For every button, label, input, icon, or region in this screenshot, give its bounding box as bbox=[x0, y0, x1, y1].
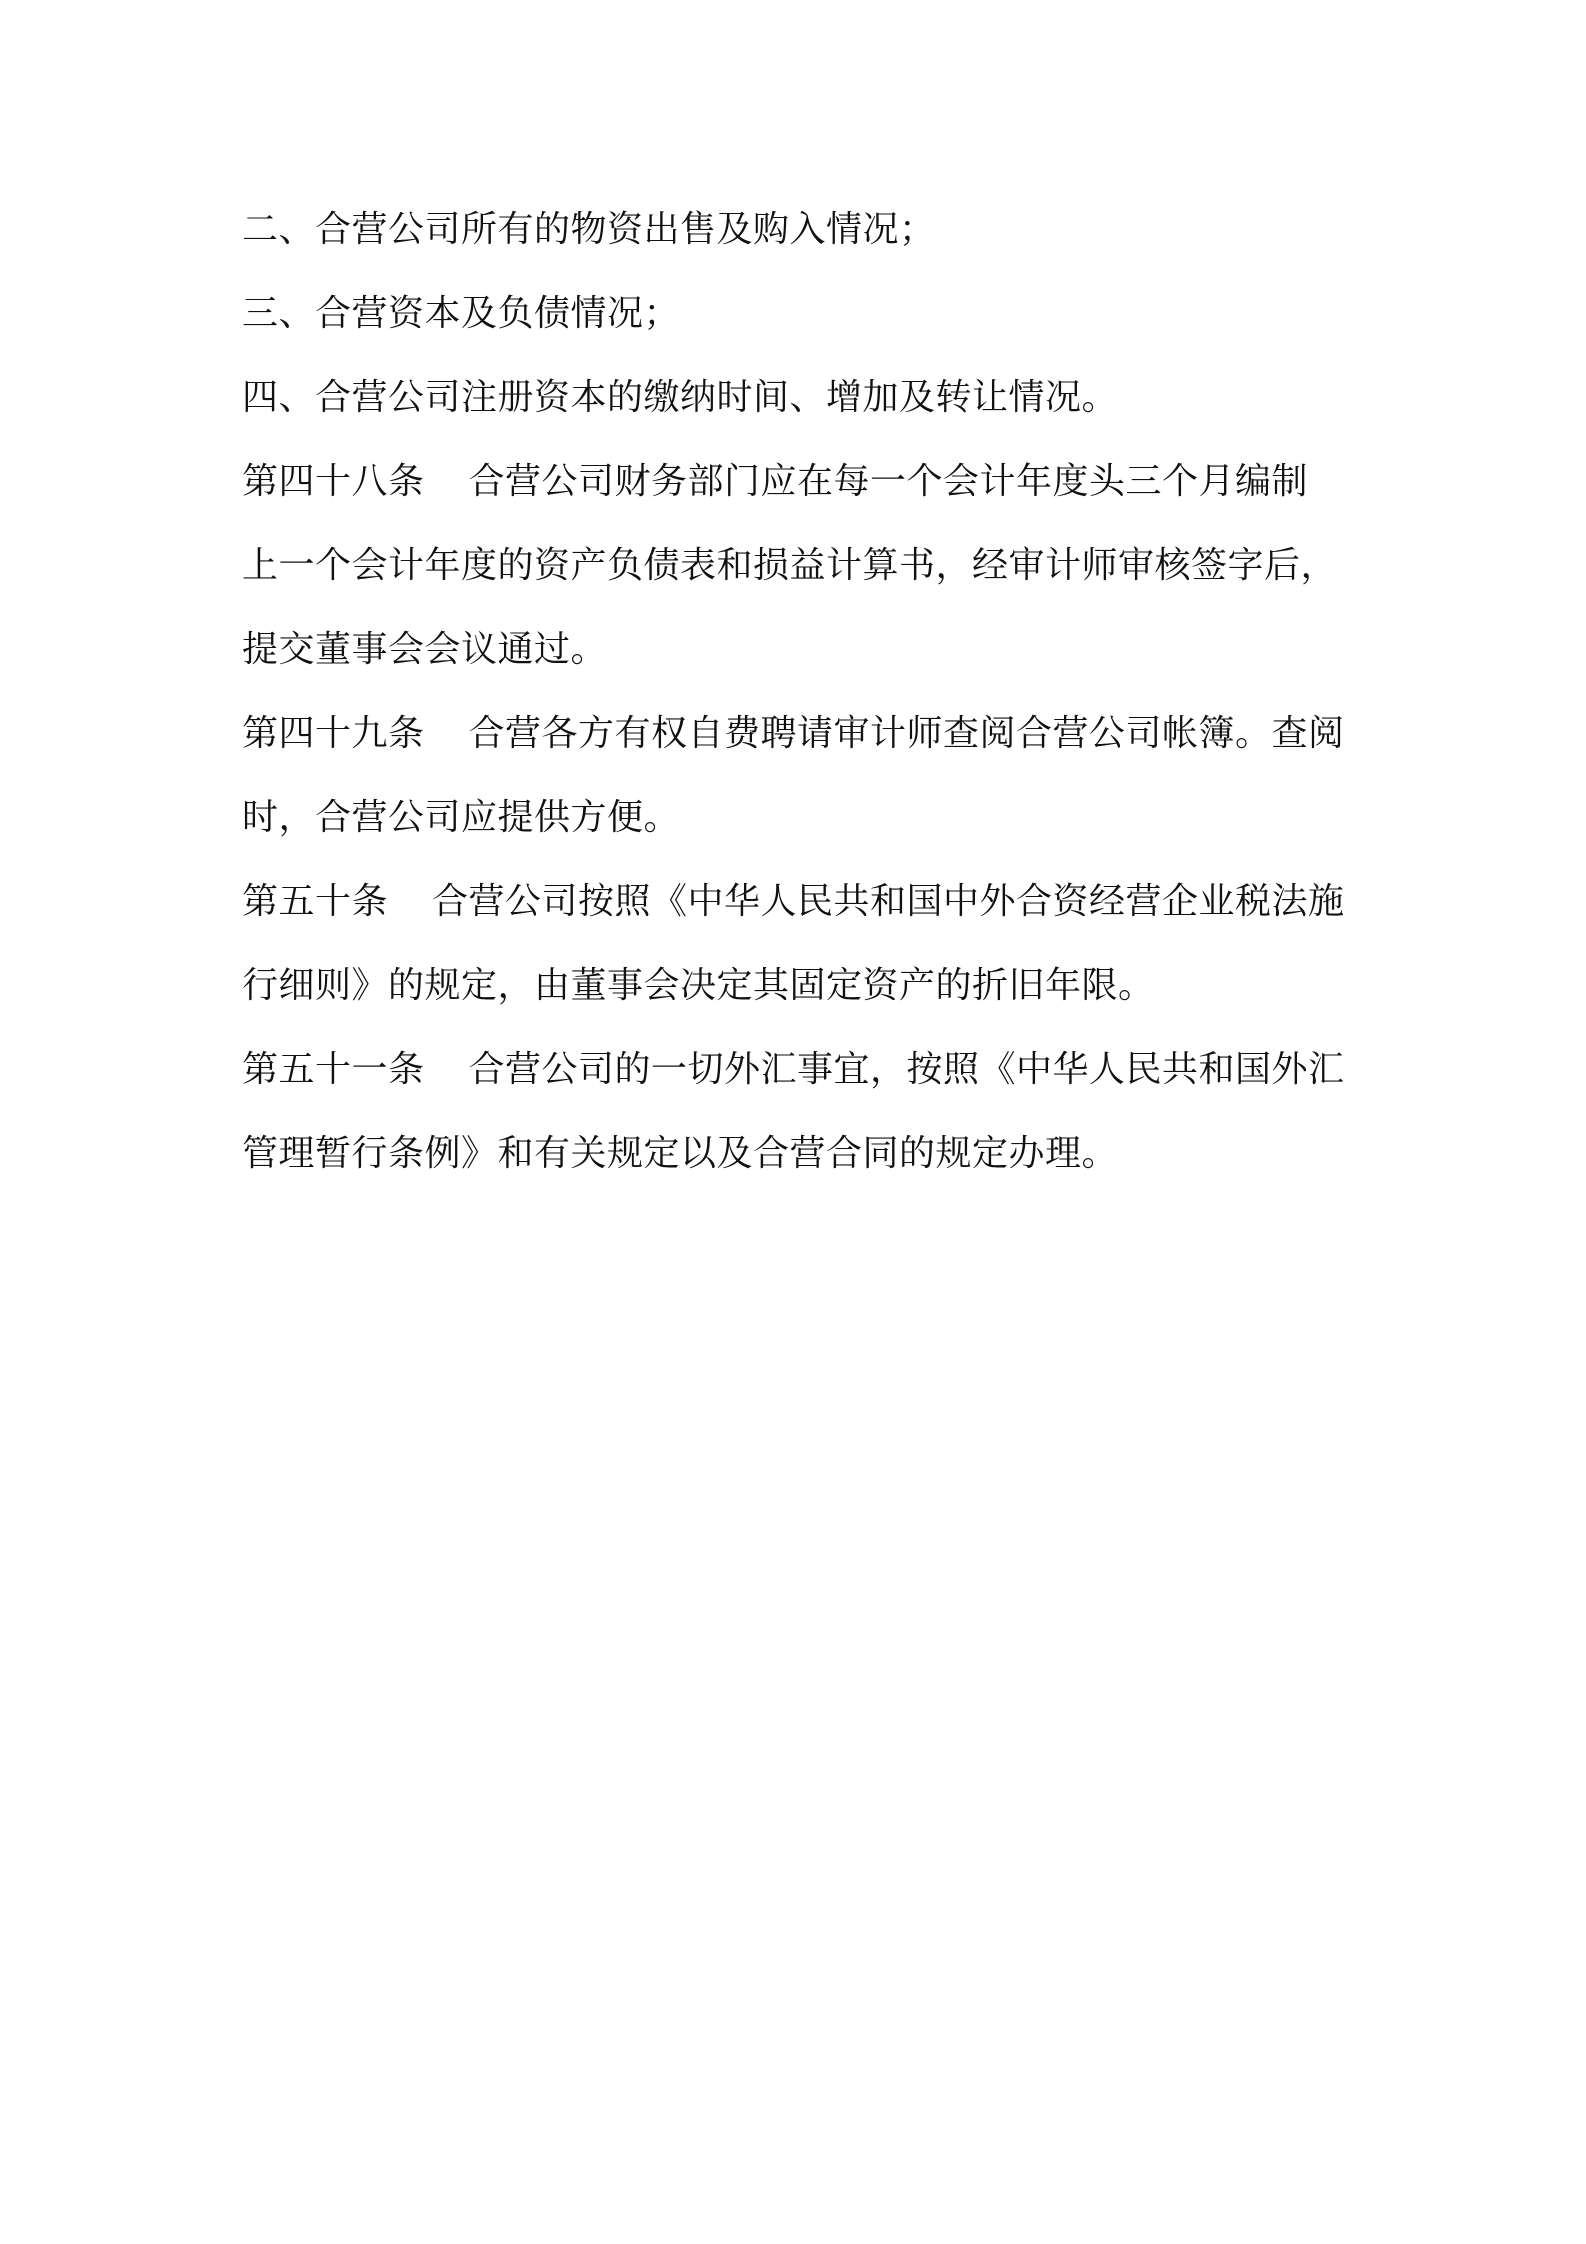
article-line bbox=[242, 872, 1362, 956]
document-body bbox=[242, 200, 1362, 1208]
article-48 bbox=[242, 452, 1362, 704]
article-text: 合营公司按照《中华人民共和国中外合资经营企业税法施 bbox=[432, 881, 1345, 922]
article-50 bbox=[242, 872, 1362, 1040]
article-number: 第四十九条 bbox=[242, 713, 425, 754]
list-item: 二、合营公司所有的物资出售及购入情况； bbox=[242, 209, 936, 250]
article-text: 时，合营公司应提供方便。 bbox=[242, 797, 681, 838]
article-line bbox=[242, 1040, 1362, 1124]
article-text: 合营各方有权自费聘请审计师查阅合营公司帐簿。查阅 bbox=[468, 713, 1345, 754]
article-49 bbox=[242, 704, 1362, 872]
article-text: 提交董事会会议通过。 bbox=[242, 629, 608, 670]
article-number: 第五十一条 bbox=[242, 1049, 425, 1090]
article-number: 第四十八条 bbox=[242, 461, 425, 502]
article-text: 合营公司的一切外汇事宜，按照《中华人民共和国外汇 bbox=[468, 1049, 1345, 1090]
list-item: 四、合营公司注册资本的缴纳时间、增加及转让情况。 bbox=[242, 377, 1119, 418]
article-text: 上一个会计年度的资产负债表和损益计算书，经审计师审核签字后， bbox=[242, 545, 1338, 586]
article-number: 第五十条 bbox=[242, 881, 389, 922]
article-text: 行细则》的规定，由董事会决定其固定资产的折旧年限。 bbox=[242, 965, 1155, 1006]
list-item: 三、合营资本及负债情况； bbox=[242, 293, 681, 334]
article-line bbox=[242, 452, 1362, 536]
article-51 bbox=[242, 1040, 1362, 1208]
article-text: 合营公司财务部门应在每一个会计年度头三个月编制 bbox=[468, 461, 1309, 502]
article-text: 管理暂行条例》和有关规定以及合营合同的规定办理。 bbox=[242, 1133, 1119, 1174]
article-line bbox=[242, 704, 1362, 788]
